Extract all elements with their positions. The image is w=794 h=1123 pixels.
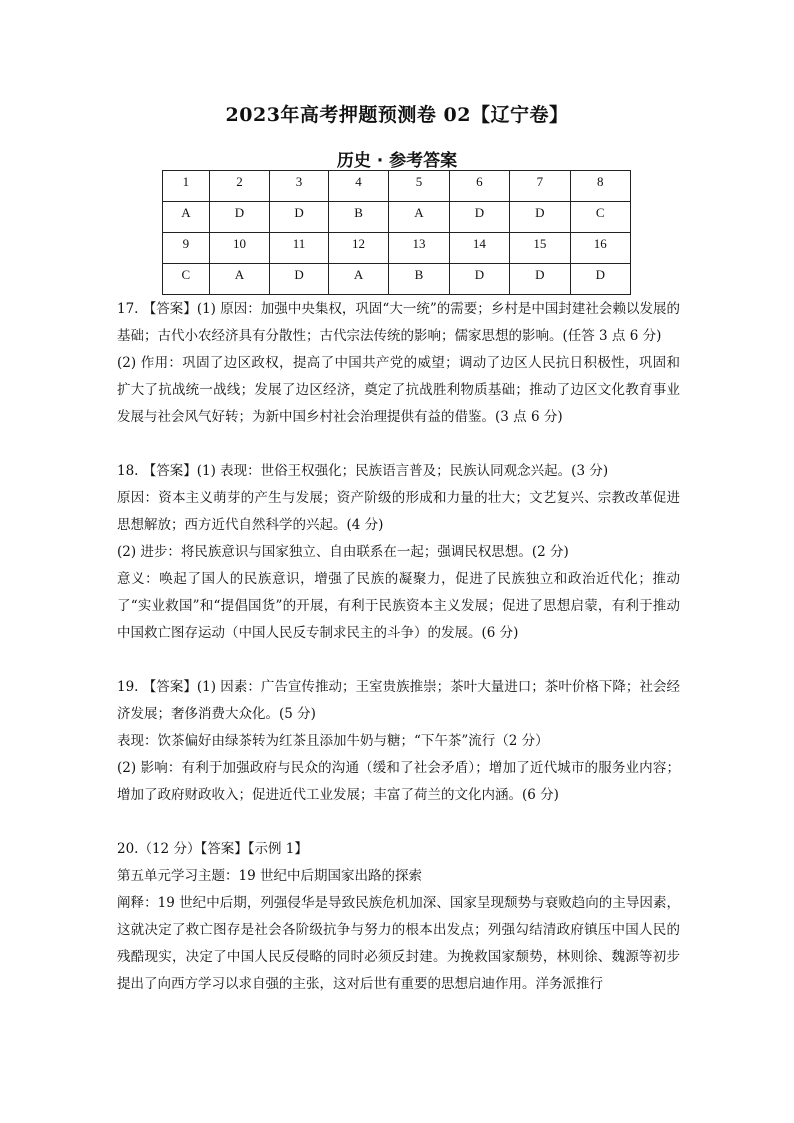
paragraph: 阐释：19 世纪中后期，列强侵华是导致民族危机加深、国家呈现颓势与衰败趋向的主导因素，这就决定了救亡图存是社会各阶级抗争与努力的根本出发点；列强勾结清政府镇压中国人民的残酷现实，决定了中国人民反侵略的同时必须反封建。为挽救国家颓势，林则徐、魏源等初步提出了向西方学习以求自强的主张，这对后世有重要的思想启迪作用。洋务派推行 [117, 895, 680, 992]
paragraph: (2) 进步：将民族意识与国家独立、自由联系在一起；强调民权思想。(2 分) [117, 544, 569, 560]
table-row [163, 202, 631, 233]
paragraph: 原因：资本主义萌芽的产生与发展；资产阶级的形成和力量的壮大；文艺复兴、宗教改革促进思想解放；西方近代自然科学的兴起。(4 分) [117, 490, 680, 533]
table-cell: D [449, 202, 509, 233]
spacer [117, 647, 680, 674]
table-cell: A [389, 202, 449, 233]
table-cell: D [449, 264, 509, 295]
table-cell: 15 [510, 233, 570, 264]
table-cell: D [570, 264, 630, 295]
paragraph: (2) 作用：巩固了边区政权，提高了中国共产党的威望；调动了边区人民抗日积极性，巩固和扩大了抗战统一战线；发展了边区经济，奠定了抗战胜利物质基础；推动了边区文化教育事业发展与社会风气好转；为新中国乡村社会治理提供有益的借鉴。(3 点 6 分) [117, 355, 680, 425]
answer-table [162, 170, 631, 295]
paragraph: 19. 【答案】(1) 因素：广告宣传推动；王室贵族推崇；茶叶大量进口；茶叶价格下降；社会经济发展；奢侈消费大众化。(5 分) [117, 679, 680, 722]
paragraph: 17. 【答案】(1) 原因：加强中央集权，巩固“大一统”的需要；乡村是中国封建社会赖以发展的基础；古代小农经济具有分散性；古代宗法传统的影响；儒家思想的影响。(任答 3 点 6 分) [117, 301, 680, 344]
table-cell: 13 [389, 233, 449, 264]
table-cell: A [163, 202, 210, 233]
document-subtitle: 历史 · 参考答案 [336, 151, 458, 171]
table-cell: 10 [209, 233, 269, 264]
table-cell: B [328, 202, 388, 233]
paragraph: 20.（12 分）【答案】【示例 1】 [117, 841, 308, 857]
document-title: 2023年高考押题预测卷 02【辽宁卷】 [225, 104, 569, 126]
table-cell: B [389, 264, 449, 295]
table-cell: 9 [163, 233, 210, 264]
table-cell: 16 [570, 233, 630, 264]
table-row [163, 171, 631, 202]
table-cell: 8 [570, 171, 630, 202]
table-cell: A [209, 264, 269, 295]
table-row [163, 233, 631, 264]
table-cell: D [270, 264, 329, 295]
spacer [117, 431, 680, 458]
paragraph: 第五单元学习主题：19 世纪中后期国家出路的探索 [117, 868, 422, 884]
paragraph: (2) 影响：有利于加强政府与民众的沟通（缓和了社会矛盾）；增加了近代城市的服务业内容；增加了政府财政收入；促进近代工业发展；丰富了荷兰的文化内涵。(6 分) [117, 760, 680, 803]
table-cell: C [570, 202, 630, 233]
paragraph: 表现：饮茶偏好由绿茶转为红茶且添加牛奶与糖；“下午茶”流行（2 分） [117, 733, 549, 749]
table-row [163, 264, 631, 295]
question-20-answer [117, 836, 680, 998]
question-19-answer [117, 674, 680, 809]
table-cell: D [270, 202, 329, 233]
answer-content [117, 296, 680, 998]
table-cell: 4 [328, 171, 388, 202]
table-cell: 7 [510, 171, 570, 202]
table-cell: 6 [449, 171, 509, 202]
table-cell: 5 [389, 171, 449, 202]
table-cell: D [510, 202, 570, 233]
table-cell: C [163, 264, 210, 295]
spacer [117, 809, 680, 836]
table-cell: 2 [209, 171, 269, 202]
table-cell: 11 [270, 233, 329, 264]
table-cell: A [328, 264, 388, 295]
table-cell: D [209, 202, 269, 233]
table-cell: 3 [270, 171, 329, 202]
question-17-answer [117, 296, 680, 431]
table-cell: 1 [163, 171, 210, 202]
paragraph: 18. 【答案】(1) 表现：世俗王权强化；民族语言普及；民族认同观念兴起。(3 分) [117, 463, 609, 479]
table-cell: 14 [449, 233, 509, 264]
question-18-answer [117, 458, 680, 647]
table-cell: D [510, 264, 570, 295]
table-cell: 12 [328, 233, 388, 264]
paragraph: 意义：唤起了国人的民族意识，增强了民族的凝聚力，促进了民族独立和政治近代化；推动了“实业救国”和“提倡国货”的开展，有利于民族资本主义发展；促进了思想启蒙，有利于推动中国救亡图存运动（中国人民反专制求民主的斗争）的发展。(6 分) [117, 571, 680, 641]
